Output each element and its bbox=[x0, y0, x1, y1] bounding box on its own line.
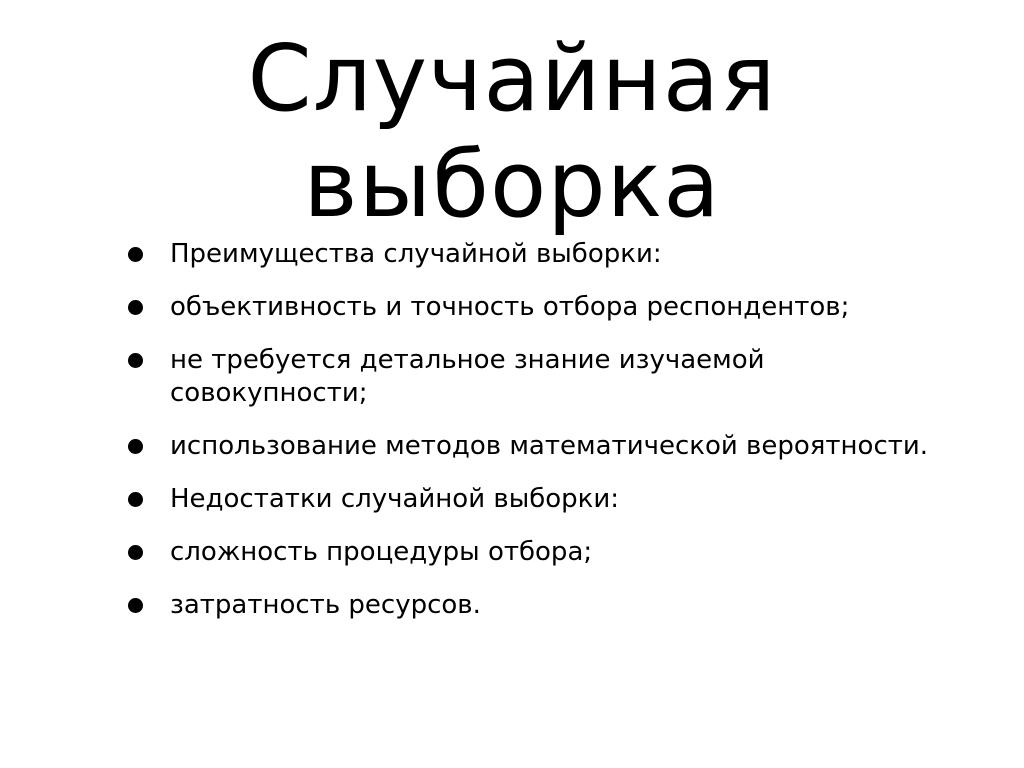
bullet-text: объективность и точность отбора респондентов; bbox=[170, 292, 850, 322]
slide-title bbox=[0, 26, 1024, 238]
bullet-text: Недостатки случайной выборки: bbox=[170, 484, 620, 514]
bullet-dot-icon bbox=[128, 598, 143, 613]
bullet-dot-icon bbox=[128, 247, 143, 262]
bullet-text: использование методов математической вероятности. bbox=[170, 431, 929, 461]
bullet-dot-icon bbox=[128, 439, 143, 454]
bullet-text: не требуется детальное знание изучаемой совокупности; bbox=[170, 345, 765, 408]
bullet-text: сложность процедуры отбора; bbox=[170, 537, 593, 567]
bullet-list bbox=[128, 238, 948, 642]
bullet-item-resource-costs bbox=[128, 589, 948, 622]
bullet-item-no-detailed-knowledge bbox=[128, 344, 948, 410]
bullet-dot-icon bbox=[128, 300, 143, 315]
bullet-text: затратность ресурсов. bbox=[170, 590, 481, 620]
bullet-dot-icon bbox=[128, 353, 143, 368]
bullet-dot-icon bbox=[128, 492, 143, 507]
slide-title-line-2: выборка bbox=[303, 131, 721, 238]
bullet-item-disadvantages-heading bbox=[128, 483, 948, 516]
slide-title-line-1: Случайная bbox=[247, 25, 777, 132]
bullet-item-objectivity bbox=[128, 291, 948, 324]
bullet-text: Преимущества случайной выборки: bbox=[170, 239, 662, 269]
bullet-item-advantages-heading bbox=[128, 238, 948, 271]
bullet-item-procedure-complexity bbox=[128, 536, 948, 569]
bullet-dot-icon bbox=[128, 545, 143, 560]
bullet-item-probability-methods bbox=[128, 430, 948, 463]
